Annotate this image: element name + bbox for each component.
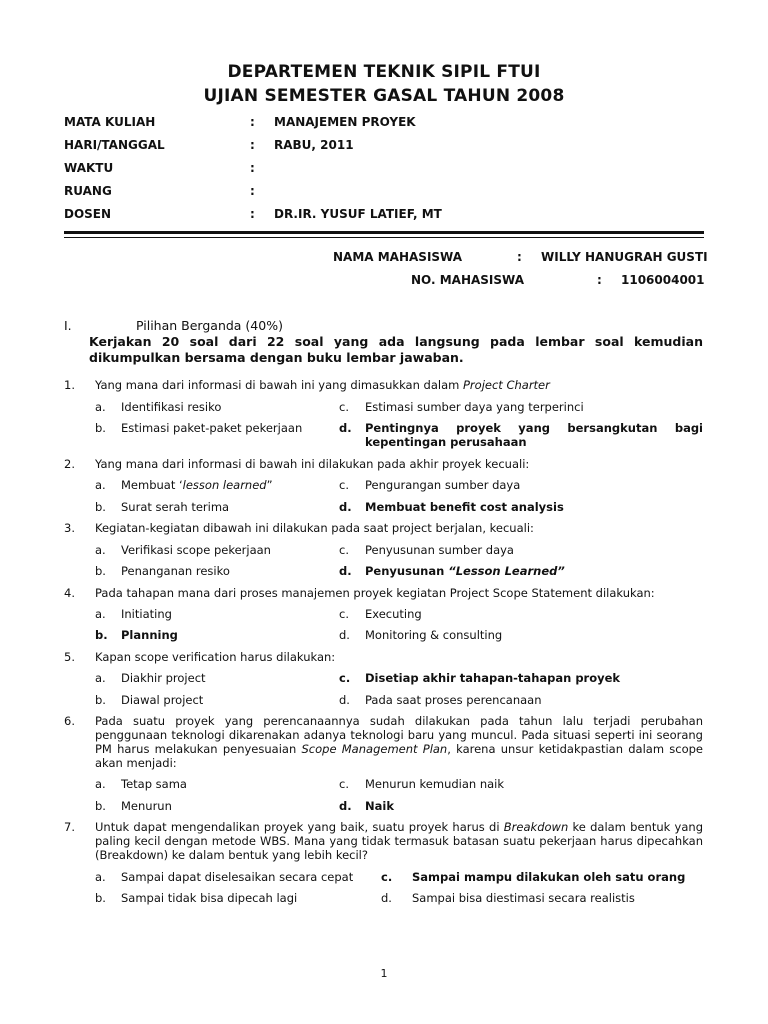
option-letter: a. — [95, 671, 106, 685]
header-rule-thick — [64, 231, 704, 234]
option-text-answer: Membuat benefit cost analysis — [365, 500, 564, 514]
exam-title-department: DEPARTEMEN TEKNIK SIPIL FTUI — [227, 62, 541, 82]
option-letter: c. — [339, 478, 349, 492]
option-letter-answer: d. — [339, 500, 352, 514]
option-letter-answer: b. — [95, 628, 108, 642]
colon: : — [250, 207, 255, 221]
label-nama-mahasiswa: NAMA MAHASISWA — [333, 250, 463, 264]
option-text-answer: Penyusunan “Lesson Learned” — [365, 564, 565, 578]
question-number: 1. — [64, 378, 75, 392]
option-text: Surat serah terima — [121, 500, 230, 514]
option-letter: a. — [95, 478, 106, 492]
option-text: Verifikasi scope pekerjaan — [121, 543, 271, 557]
option-letter-answer: c. — [381, 870, 393, 884]
option-letter: b. — [95, 564, 106, 578]
label-hari-tanggal: HARI/TANGGAL — [64, 138, 165, 152]
option-text: Estimasi paket-paket pekerjaan — [121, 421, 303, 435]
option-letter: c. — [339, 400, 349, 414]
question-text: Pada tahapan mana dari proses manajemen proyek kegiatan Project Scope Statement dilakukan: — [95, 586, 655, 600]
label-mata-kuliah: MATA KULIAH — [64, 115, 156, 129]
question-number: 5. — [64, 650, 75, 664]
colon: : — [597, 273, 602, 287]
option-text: Sampai dapat diselesaikan secara cepat — [121, 870, 354, 884]
value-mata-kuliah: MANAJEMEN PROYEK — [274, 115, 416, 129]
label-no-mahasiswa: NO. MAHASISWA — [411, 273, 525, 287]
question-number: 7. — [64, 820, 75, 834]
header-rule-thin — [64, 237, 704, 238]
option-text: Diakhir project — [121, 671, 206, 685]
option-text-answer: Planning — [121, 628, 178, 642]
option-letter-answer: d. — [339, 799, 352, 813]
option-text: Membuat ‘lesson learned” — [121, 478, 273, 492]
colon: : — [517, 250, 522, 264]
option-letter: a. — [95, 400, 106, 414]
option-letter: b. — [95, 799, 106, 813]
colon: : — [250, 161, 255, 175]
option-letter: d. — [339, 693, 350, 707]
value-hari-tanggal: RABU, 2011 — [274, 138, 354, 152]
option-letter: c. — [339, 607, 349, 621]
colon: : — [250, 115, 255, 129]
option-text: Monitoring & consulting — [365, 628, 503, 642]
exam-title-semester: UJIAN SEMESTER GASAL TAHUN 2008 — [203, 86, 565, 106]
section-number: I. — [64, 318, 72, 333]
label-dosen: DOSEN — [64, 207, 112, 221]
option-text: Estimasi sumber daya yang terperinci — [365, 400, 584, 414]
option-letter: b. — [95, 500, 106, 514]
option-text: Diawal project — [121, 693, 204, 707]
option-text: Penanganan resiko — [121, 564, 230, 578]
value-dosen: DR.IR. YUSUF LATIEF, MT — [274, 207, 442, 221]
colon: : — [250, 184, 255, 198]
section-title: Pilihan Berganda (40%) — [136, 318, 283, 333]
value-nama-mahasiswa: WILLY HANUGRAH GUSTI — [541, 250, 708, 264]
option-text: Menurun kemudian naik — [365, 777, 505, 791]
option-letter: a. — [95, 870, 106, 884]
value-no-mahasiswa: 1106004001 — [621, 273, 705, 287]
option-letter: d. — [339, 628, 350, 642]
question-text: Pada suatu proyek yang perencanaannya sudah dilakukan pada tahun lalu terjadi perubahan penggunaan teknologi dikarenakan adanya teknologi baru yang muncul. Pada situasi seperti ini seorang PM harus melakukan penyesuaian Scope Management Plan, karena unsur ketidakpastian dalam scope akan menjadi: — [95, 714, 704, 770]
option-text: Executing — [365, 607, 422, 621]
option-text: Sampai tidak bisa dipecah lagi — [121, 891, 298, 905]
label-ruang: RUANG — [64, 184, 112, 198]
option-letter: c. — [339, 777, 349, 791]
option-letter: a. — [95, 777, 106, 791]
option-letter: a. — [95, 543, 106, 557]
option-letter-answer: d. — [339, 421, 352, 435]
colon: : — [250, 138, 255, 152]
question-text: Kegiatan-kegiatan dibawah ini dilakukan pada saat project berjalan, kecuali: — [95, 521, 534, 535]
question-text: Yang mana dari informasi di bawah ini dilakukan pada akhir proyek kecuali: — [95, 457, 530, 471]
question-text: Yang mana dari informasi di bawah ini yang dimasukkan dalam Project Charter — [95, 378, 550, 392]
question-number: 6. — [64, 714, 75, 728]
option-letter: c. — [339, 543, 349, 557]
question-number: 2. — [64, 457, 75, 471]
option-text-answer: Pentingnya proyek yang bersangkutan bagi kepentingan perusahaan — [365, 421, 703, 449]
question-text: Untuk dapat mengendalikan proyek yang baik, suatu proyek harus di Breakdown ke dalam bentuk yang paling kecil dengan metode WBS. Mana yang tidak termasuk batasan suatu pekerjaan harus dipecahkan (Breakdown) ke dalam bentuk yang lebih kecil? — [95, 820, 703, 862]
option-letter-answer: d. — [339, 564, 352, 578]
option-text: Initiating — [121, 607, 172, 621]
label-waktu: WAKTU — [64, 161, 114, 175]
option-text: Penyusunan sumber daya — [365, 543, 514, 557]
option-text: Identifikasi resiko — [121, 400, 222, 414]
page-number: 1 — [380, 967, 388, 980]
option-letter: d. — [381, 891, 392, 905]
option-text: Pengurangan sumber daya — [365, 478, 521, 492]
option-letter: a. — [95, 607, 106, 621]
section-instruction: Kerjakan 20 soal dari 22 soal yang ada langsung pada lembar soal kemudian dikumpulkan bersama dengan buku lembar jawaban. — [89, 334, 703, 365]
question-number: 3. — [64, 521, 75, 535]
option-text-answer: Disetiap akhir tahapan-tahapan proyek — [365, 671, 621, 685]
question-text: Kapan scope verification harus dilakukan: — [95, 650, 336, 664]
option-text: Sampai bisa diestimasi secara realistis — [412, 891, 635, 905]
option-text: Pada saat proses perencanaan — [365, 693, 542, 707]
option-letter: b. — [95, 421, 106, 435]
option-text-answer: Sampai mampu dilakukan oleh satu orang — [412, 870, 686, 884]
option-letter: b. — [95, 693, 106, 707]
option-text-answer: Naik — [365, 799, 394, 813]
option-text: Menurun — [121, 799, 172, 813]
option-letter-answer: c. — [339, 671, 351, 685]
option-letter: b. — [95, 891, 106, 905]
option-text: Tetap sama — [121, 777, 187, 791]
question-number: 4. — [64, 586, 75, 600]
